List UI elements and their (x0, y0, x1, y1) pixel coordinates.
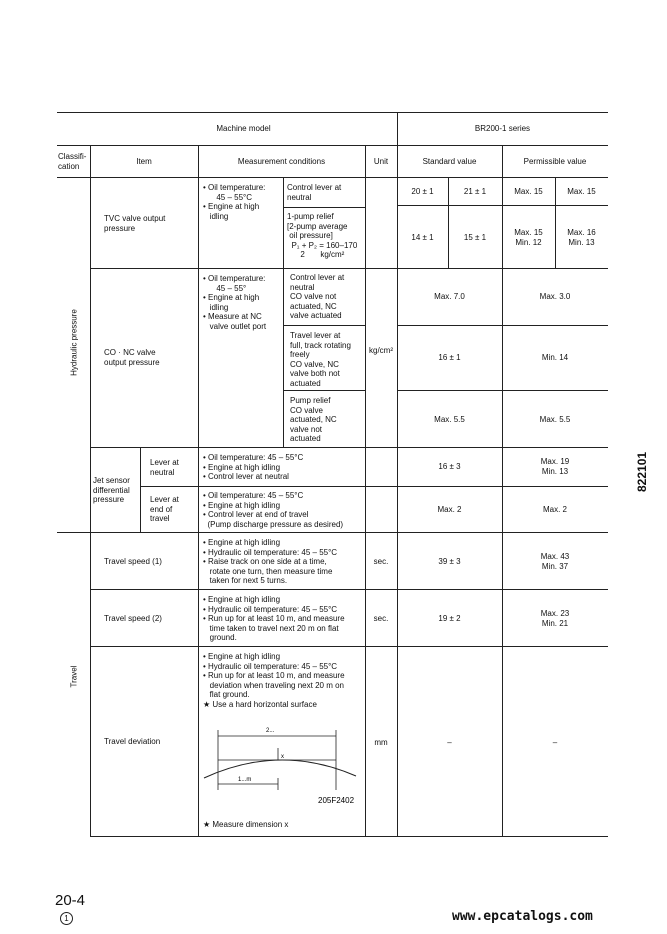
dim-top-label: 2... (266, 728, 275, 734)
conc-sub1: Control lever at neutral CO valve not actuated, NC valve actuated (290, 273, 345, 320)
rule-tvc-mid-r (477, 205, 608, 206)
conditions-header: Measurement conditions (237, 157, 326, 166)
jet-perm2: Max. 2 (542, 505, 567, 514)
conc-std3: Max. 5.5 (434, 415, 465, 424)
jet-sub2: Lever at end of travel (150, 495, 179, 523)
tvc-sub1: Control lever at neutral (287, 183, 342, 202)
standard-header: Standard value (422, 157, 477, 166)
item-header: Item (136, 157, 152, 166)
jet-std2: Max. 2 (437, 505, 462, 514)
conc-perm3: Max. 5.5 (539, 415, 571, 424)
deviation-diagram (200, 718, 365, 813)
jet-perm1: Max. 19 Min. 13 (540, 457, 570, 476)
rule-conc-sub1 (283, 325, 365, 326)
speed2-unit: sec. (373, 614, 389, 623)
conc-std1: Max. 7.0 (434, 292, 465, 301)
conc-unit: kg/cm² (369, 346, 393, 355)
conc-conditions: • Oil temperature: 45 – 55° • Engine at high idling • Measure at NC valve outlet port (203, 274, 267, 331)
tvc-std1b: 21 ± 1 (463, 187, 487, 196)
col-std (397, 112, 398, 836)
jet-item: Jet sensor differential pressure (93, 476, 130, 504)
rule-top (57, 112, 608, 113)
deviation-std: – (447, 738, 452, 747)
tvc-perm2b: Max. 16 Min. 13 (567, 228, 596, 247)
site-watermark[interactable]: www.epcatalogs.com (452, 909, 593, 924)
speed1-item: Travel speed (1) (104, 557, 162, 566)
col-perm (502, 145, 503, 836)
rule-conc-bottom (90, 447, 608, 448)
jet-cond1: • Oil temperature: 45 – 55°C • Engine at high idling • Control lever at neutral (203, 453, 304, 481)
conc-perm1: Max. 3.0 (539, 292, 571, 301)
tvc-perm1b: Max. 15 (567, 187, 596, 196)
rule-tvc-sub (283, 207, 365, 208)
speed2-item: Travel speed (2) (104, 614, 162, 623)
jet-sub1: Lever at neutral (150, 458, 179, 477)
tvc-std1a: 20 ± 1 (411, 187, 434, 196)
rule-conc-sub2 (283, 390, 365, 391)
rule-tvc-mid-s (397, 205, 477, 206)
classification-header: Classifi- cation (58, 152, 87, 171)
col-item (198, 145, 199, 836)
speed1-perm: Max. 43 Min. 37 (540, 552, 570, 571)
conc-sub3: Pump relief CO valve actuated, NC valve not actuated (290, 396, 337, 443)
conc-perm2: Min. 14 (541, 353, 569, 362)
permissible-header: Permissible value (523, 157, 587, 166)
rule-speed1-bottom (90, 589, 608, 590)
deviation-note: ★ Measure dimension x (203, 820, 289, 829)
series-label: BR200-1 series (474, 124, 531, 133)
rule-header-bottom (57, 177, 608, 178)
document-number: 822101 (635, 451, 649, 492)
tvc-perm1a: Max. 15 (514, 187, 543, 196)
dim-x-label: x (281, 754, 284, 760)
class-travel: Travel (69, 665, 79, 688)
speed1-unit: sec. (373, 557, 389, 566)
figure-code: 205F2402 (318, 796, 355, 805)
speed1-std: 39 ± 3 (438, 557, 461, 566)
rule-bottom (90, 836, 608, 837)
speed1-conditions: • Engine at high idling • Hydraulic oil temperature: 45 – 55°C • Raise track on one side at a time, rotate one turn, then measure time taken for next 5 turns. (203, 538, 338, 585)
speed2-std: 19 ± 2 (438, 614, 461, 623)
unit-header: Unit (373, 157, 389, 166)
rule-speed2-bottom (90, 646, 608, 647)
speed2-perm: Max. 23 Min. 21 (540, 609, 570, 628)
deviation-curve (204, 760, 356, 778)
rule-header (57, 145, 608, 146)
tvc-sub2: 1-pump relief [2-pump average oil pressure] P₁ + P₂ = 160–170 2 kg/cm² (287, 212, 358, 259)
jet-cond2: • Oil temperature: 45 – 55°C • Engine at high idling • Control lever at end of travel (Pump discharge pressure as desired) (203, 491, 344, 529)
deviation-perm: – (552, 738, 558, 747)
tvc-std2b: 15 ± 1 (463, 233, 487, 242)
col-jet-sub (140, 447, 141, 532)
deviation-unit: mm (374, 738, 388, 747)
class-hydraulic: Hydraulic pressure (69, 309, 79, 376)
conc-std2: 16 ± 1 (438, 353, 461, 362)
tvc-perm2a: Max. 15 Min. 12 (514, 228, 543, 247)
deviation-conditions: • Engine at high idling • Hydraulic oil temperature: 45 – 55°C • Run up for at least 10 m, and measure deviation when traveling next 20 m on flat ground. ★ Use a hard horizontal surface (203, 652, 345, 709)
col-unit (365, 145, 366, 836)
page-number: 20-4 (55, 892, 86, 909)
rule-jet-mid (140, 486, 608, 487)
machine-model-label: Machine model (216, 124, 271, 133)
conc-item: CO · NC valve output pressure (104, 348, 160, 367)
tvc-conditions: • Oil temperature: 45 – 55°C • Engine at high idling (203, 183, 266, 221)
jet-std1: 16 ± 3 (438, 462, 461, 471)
rule-tvc-bottom (90, 268, 608, 269)
col-class (90, 145, 91, 836)
conc-sub2: Travel lever at full, track rotating freely CO valve, NC valve both not actuated (290, 331, 351, 388)
dim-bottom-label: 1...m (238, 777, 252, 783)
deviation-item: Travel deviation (104, 737, 161, 746)
speed2-conditions: • Engine at high idling • Hydraulic oil temperature: 45 – 55°C • Run up for at least 10 m, and measure time taken to travel next 20 m on flat ground. (203, 595, 345, 642)
col-subcond (283, 177, 284, 447)
tvc-item: TVC valve output pressure (104, 214, 166, 233)
revision-mark: 1 (60, 912, 73, 925)
rule-hyd-bottom (57, 532, 608, 533)
tvc-std2a: 14 ± 1 (411, 233, 434, 242)
